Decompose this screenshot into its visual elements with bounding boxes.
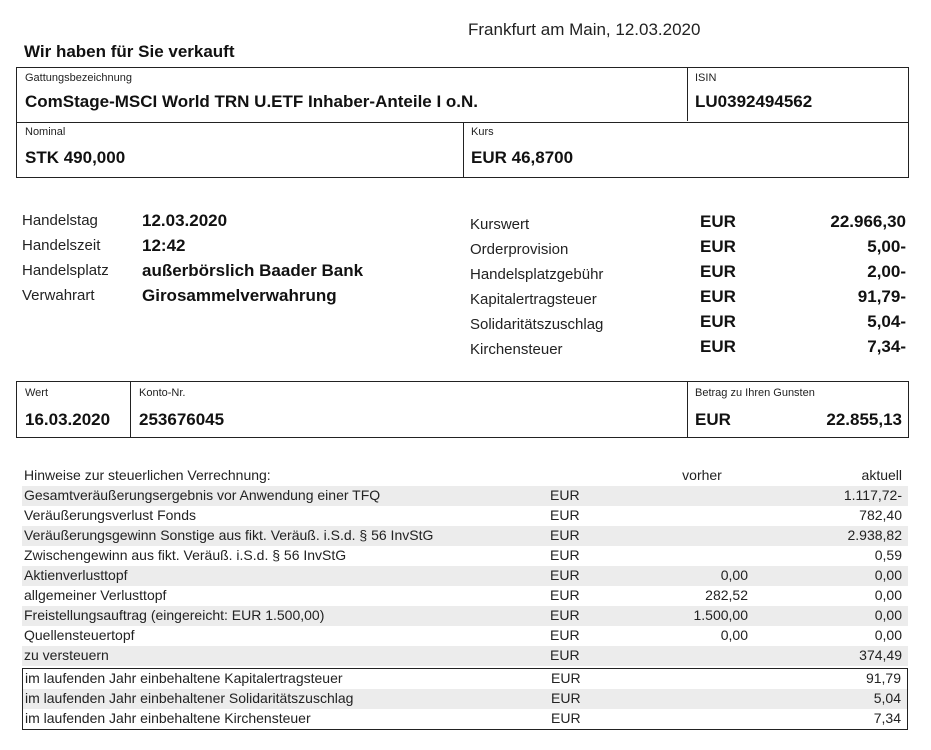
row-prev: 1.500,00	[693, 607, 748, 623]
row-currency: EUR	[550, 567, 580, 583]
price-value: EUR 46,8700	[471, 148, 574, 167]
row-curr: 0,00	[874, 587, 902, 603]
col-prev-header: vorher	[682, 467, 722, 483]
trade-label: Handelsplatz	[22, 262, 109, 279]
cost-currency: EUR	[700, 237, 736, 256]
security-box	[16, 67, 909, 178]
account-caption: Konto-Nr.	[139, 387, 186, 399]
tax-table-header	[22, 466, 908, 486]
trade-value: 12:42	[142, 236, 186, 255]
row-label: im laufenden Jahr einbehaltene Kapitalertragsteuer	[25, 670, 343, 686]
price-caption: Kurs	[471, 126, 494, 138]
settlement-box	[16, 381, 909, 438]
row-curr: 0,00	[874, 627, 902, 643]
row-currency: EUR	[551, 670, 581, 686]
isin-caption: ISIN	[695, 72, 717, 84]
trade-value: außerbörslich Baader Bank	[142, 261, 364, 280]
row-currency: EUR	[550, 487, 580, 503]
row-label: im laufenden Jahr einbehaltener Solidaritätszuschlag	[25, 690, 354, 706]
row-curr: 1.117,72-	[843, 487, 902, 503]
trade-value: 12.03.2020	[142, 211, 228, 230]
row-curr: 7,34	[873, 710, 901, 726]
amount-value: 22.855,13	[826, 410, 902, 429]
table-row	[22, 506, 908, 526]
row-label: Veräußerungsgewinn Sonstige aus fikt. Veräuß. i.S.d. § 56 InvStG	[24, 527, 434, 543]
cost-currency: EUR	[700, 337, 736, 356]
cost-label: Orderprovision	[470, 241, 569, 258]
row-currency: EUR	[551, 690, 581, 706]
cost-currency: EUR	[700, 262, 736, 281]
row-currency: EUR	[550, 547, 580, 563]
row-label: im laufenden Jahr einbehaltene Kirchensteuer	[25, 710, 311, 726]
security-name-caption: Gattungsbezeichnung	[25, 72, 133, 84]
cost-label: Handelsplatzgebühr	[470, 266, 604, 283]
row-curr: 0,00	[874, 567, 902, 583]
cost-amount: 91,79-	[857, 287, 906, 306]
row-prev: 0,00	[720, 567, 748, 583]
cost-amount: 22.966,30	[830, 212, 906, 231]
row-currency: EUR	[551, 710, 581, 726]
table-row	[22, 606, 908, 626]
security-name: ComStage-MSCI World TRN U.ETF Inhaber-Anteile I o.N.	[25, 92, 479, 111]
row-label: zu versteuern	[24, 647, 109, 663]
trade-label: Verwahrart	[22, 287, 95, 304]
nominal-caption: Nominal	[25, 126, 66, 138]
row-curr: 0,59	[874, 547, 902, 563]
row-label: Quellensteuertopf	[24, 627, 135, 643]
cost-label: Kirchensteuer	[470, 341, 563, 358]
table-row	[22, 526, 908, 546]
row-label: allgemeiner Verlusttopf	[24, 587, 167, 603]
row-label: Aktienverlusttopf	[24, 567, 128, 583]
value-date-caption: Wert	[25, 387, 49, 399]
row-curr: 782,40	[859, 507, 902, 523]
row-currency: EUR	[550, 627, 580, 643]
row-currency: EUR	[550, 607, 580, 623]
cost-amount: 5,04-	[867, 312, 906, 331]
table-row	[22, 486, 908, 506]
table-row	[22, 586, 908, 606]
row-curr: 2.938,82	[847, 527, 902, 543]
trade-label: Handelszeit	[22, 237, 101, 254]
row-curr: 374,49	[859, 647, 902, 663]
table-row	[23, 689, 907, 709]
document-title: Wir haben für Sie verkauft	[24, 42, 235, 61]
cost-currency: EUR	[700, 287, 736, 306]
cost-amount: 2,00-	[867, 262, 906, 281]
row-curr: 91,79	[865, 670, 901, 686]
place-date: Frankfurt am Main, 12.03.2020	[468, 20, 701, 39]
table-row	[22, 566, 908, 586]
row-label: Veräußerungsverlust Fonds	[24, 507, 196, 523]
table-row	[22, 626, 908, 646]
amount-caption: Betrag zu Ihren Gunsten	[695, 387, 815, 399]
table-row	[22, 646, 908, 666]
cost-label: Solidaritätszuschlag	[470, 316, 604, 333]
col-curr-header: aktuell	[861, 467, 902, 483]
account-number: 253676045	[139, 410, 225, 429]
value-date: 16.03.2020	[25, 410, 111, 429]
table-row	[23, 669, 907, 689]
table-row	[23, 709, 907, 729]
row-label: Freistellungsauftrag (eingereicht: EUR 1.500,00)	[24, 607, 325, 623]
row-label: Zwischengewinn aus fikt. Veräuß. i.S.d. § 56 InvStG	[24, 547, 347, 563]
trade-value: Girosammelverwahrung	[142, 286, 337, 305]
row-currency: EUR	[550, 507, 580, 523]
row-currency: EUR	[550, 527, 580, 543]
amount-currency: EUR	[695, 410, 731, 429]
tax-heading: Hinweise zur steuerlichen Verrechnung:	[24, 467, 271, 483]
row-curr: 5,04	[873, 690, 901, 706]
cost-amount: 5,00-	[867, 237, 906, 256]
tax-table	[22, 466, 908, 730]
cost-amount: 7,34-	[867, 337, 906, 356]
withheld-taxes-box	[22, 668, 908, 730]
table-row	[22, 546, 908, 566]
cost-currency: EUR	[700, 312, 736, 331]
row-label: Gesamtveräußerungsergebnis vor Anwendung einer TFQ	[24, 487, 381, 503]
row-prev: 0,00	[720, 627, 748, 643]
row-currency: EUR	[550, 587, 580, 603]
row-prev: 282,52	[705, 587, 748, 603]
cost-currency: EUR	[700, 212, 736, 231]
row-currency: EUR	[550, 647, 580, 663]
cost-label: Kapitalertragsteuer	[470, 291, 597, 308]
nominal-value: STK 490,000	[25, 148, 126, 167]
trade-label: Handelstag	[22, 212, 98, 229]
cost-label: Kurswert	[470, 216, 530, 233]
row-curr: 0,00	[874, 607, 902, 623]
isin-value: LU0392494562	[695, 92, 813, 111]
